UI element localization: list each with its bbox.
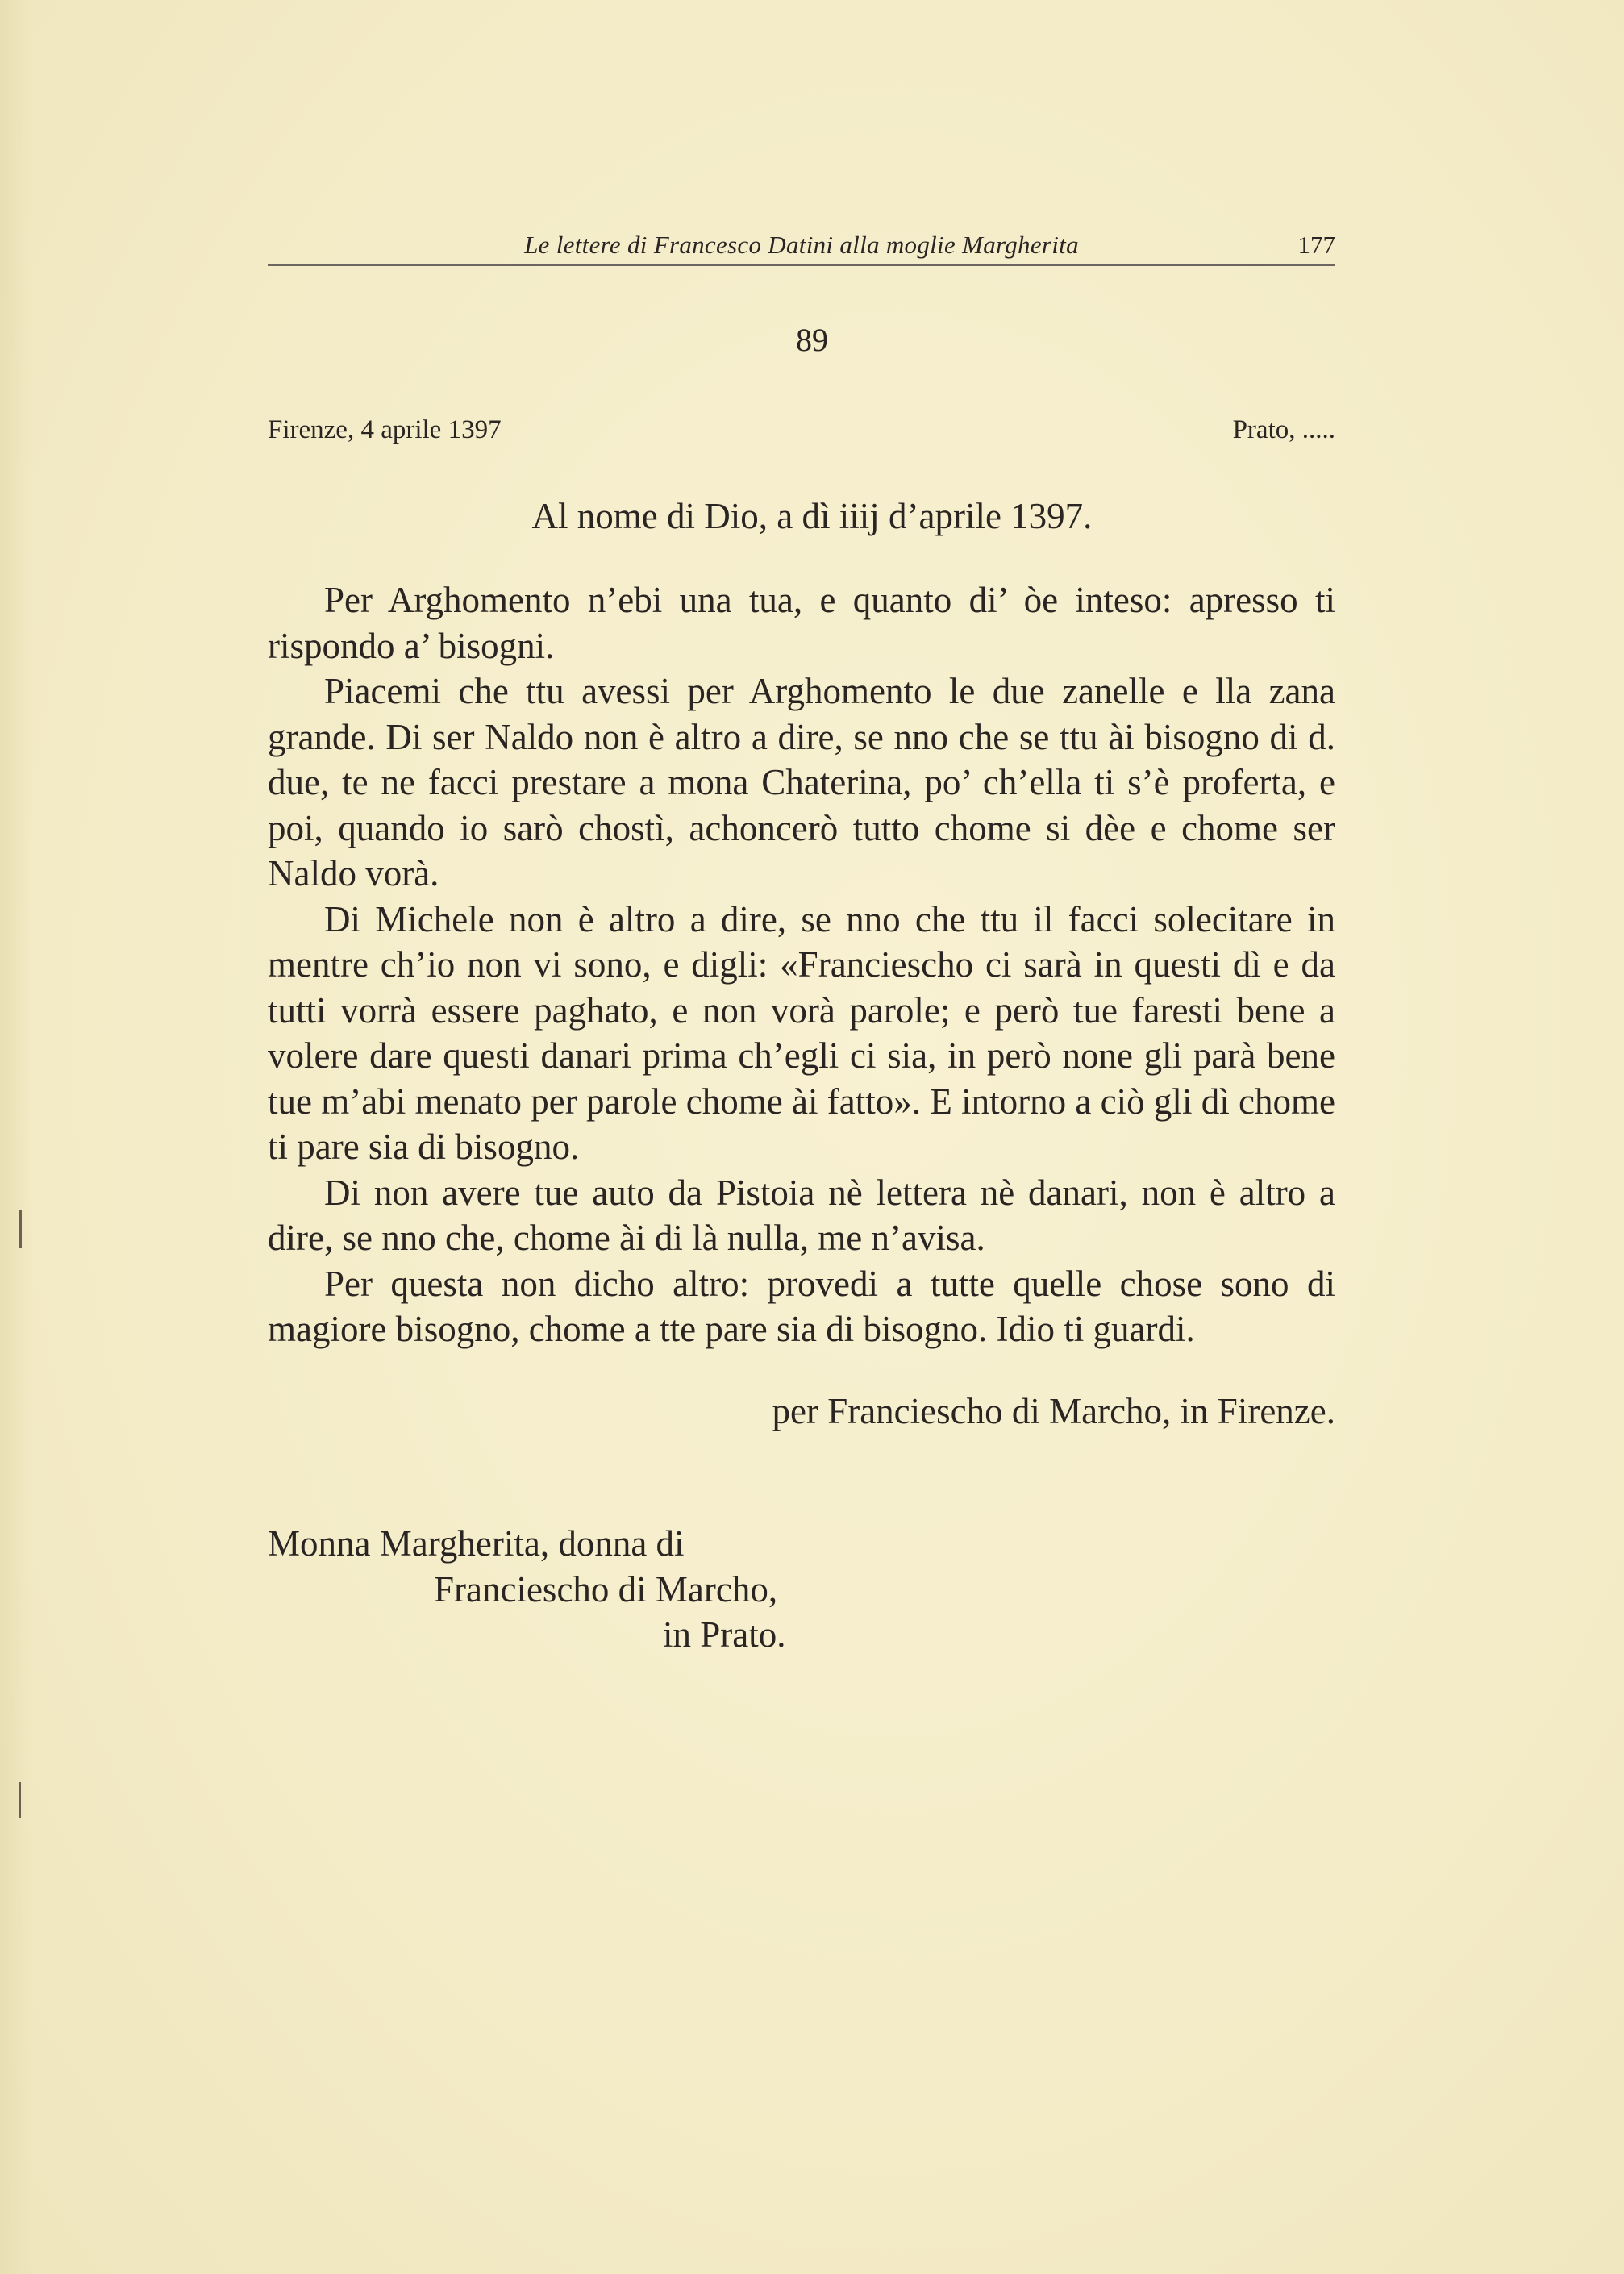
- running-title: Le lettere di Francesco Datini alla moglie Margherita: [524, 231, 1079, 259]
- letter-paragraph: Per questa non dicho altro: provedi a tutte quelle chose sono di magiore bisogno, chome a tte pare sia di bisogno. Idio ti guardi.: [268, 1263, 1335, 1349]
- letter-paragraph: Piacemi che ttu avessi per Arghomento le due zanelle e lla zana grande. Di ser Naldo non è altro a dire, se nno che se ttu ài bisogno di d. due, te ne facci prestare a mona Chaterina, po’ ch’ella ti s’è proferta, e poi, quando io sarò chostì, achoncerò tutto chome si dèe e chome ser Naldo vorà.: [268, 671, 1335, 893]
- letter-address: [268, 1521, 786, 1658]
- letter-origin: Firenze, 4 aprile 1397: [268, 415, 502, 444]
- binding-mark: [19, 1782, 21, 1818]
- letter-paragraph: Per Arghomento n’ebi una tua, e quanto di’ òe inteso: apresso ti rispondo a’ bisogni.: [268, 580, 1335, 666]
- page-number: 177: [1297, 231, 1335, 259]
- letter-salutation: Al nome di Dio, a dì iiij d’aprile 1397.: [531, 496, 1093, 536]
- letter-body: [268, 577, 1335, 1352]
- letter-paragraph: Di non avere tue auto da Pistoia nè lettera nè danari, non è altro a dire, se nno che, chome ài di là nulla, me n’avisa.: [268, 1172, 1335, 1258]
- address-line: Monna Margherita, donna di: [268, 1523, 685, 1564]
- address-line: Franciescho di Marcho,: [434, 1568, 778, 1610]
- running-head: [268, 224, 1335, 266]
- letter-destination: Prato, .....: [1232, 415, 1335, 444]
- letter-number: 89: [796, 322, 828, 358]
- address-line: in Prato.: [663, 1614, 786, 1655]
- letter-signature: per Franciescho di Marcho, in Firenze.: [772, 1391, 1335, 1431]
- binding-mark: [19, 1210, 22, 1248]
- letter-paragraph: Di Michele non è altro a dire, se nno che ttu il facci solecitare in mentre ch’io non vi sono, e digli: «Franciescho ci sarà in questi dì e da tutti vorrà essere paghato, e non vorà parole; e però tue faresti bene a volere dare questi danari prima ch’egli ci sia, in però none gli parà bene tue m’abi menato per parole chome ài fatto». E intorno a ciò gli dì chome ti pare sia di bisogno.: [268, 898, 1335, 1167]
